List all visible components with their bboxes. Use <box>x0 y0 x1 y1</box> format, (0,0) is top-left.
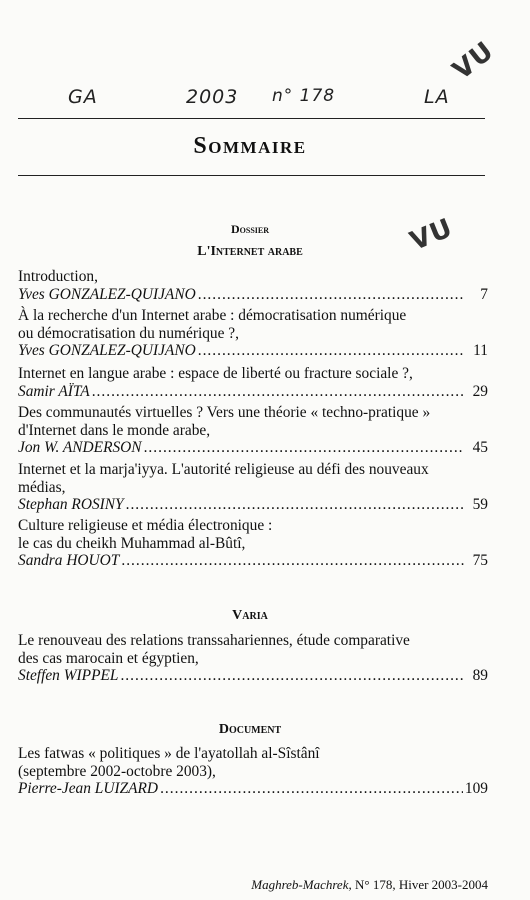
entry-author: Yves GONZALEZ-QUIJANO <box>18 285 196 303</box>
section-dossier-theme: L'Internet arabe <box>197 244 303 259</box>
entry-title-line: Internet et la marja'iyya. L'autorité religieuse au défi des nouveaux <box>18 461 429 478</box>
entry-author: Samir AÏTA <box>18 382 90 400</box>
entry-title-line: Culture religieuse et média électronique : <box>18 517 273 534</box>
title-rule <box>18 175 485 176</box>
entry-title-line: d'Internet dans le monde arabe, <box>18 421 211 439</box>
entry-author-line <box>18 780 488 798</box>
leader-dots <box>198 286 464 304</box>
entry-author: Pierre-Jean LUIZARD <box>18 780 159 797</box>
footer-issue: N° 178, Hiver 2003-2004 <box>354 877 488 892</box>
entry-author-line <box>18 552 488 570</box>
entry-page: 59 <box>472 496 488 513</box>
entry-title-line: Les fatwas « politiques » de l'ayatollah al-Sîstânî <box>18 745 320 762</box>
entry-author-line <box>18 383 488 401</box>
handwritten-note-year: 2003 <box>186 86 239 108</box>
leader-dots <box>198 342 464 360</box>
leader-dots <box>144 439 464 457</box>
section-document: Document <box>218 722 282 737</box>
toc-entry <box>18 268 488 303</box>
toc-entry <box>18 745 488 798</box>
entry-title-line: Introduction, <box>18 268 98 285</box>
toc-entry <box>18 404 488 457</box>
entry-author-line <box>18 667 488 685</box>
entry-title-line: ou démocratisation du numérique ?, <box>18 324 239 342</box>
section-varia: Varia <box>232 608 268 623</box>
leader-dots <box>120 667 464 685</box>
entry-author: Yves GONZALEZ-QUIJANO <box>18 342 196 359</box>
entry-page: 75 <box>472 552 488 569</box>
entry-title-line: Internet en langue arabe : espace de liberté ou fracture sociale ?, <box>18 365 413 382</box>
entry-page: 109 <box>464 780 488 797</box>
entry-author-line <box>18 286 488 304</box>
toc-entry <box>18 517 488 570</box>
entry-title-line: (septembre 2002-octobre 2003), <box>18 762 216 780</box>
entry-page: 45 <box>472 439 488 456</box>
handwritten-note-left: GA <box>68 86 98 108</box>
vu-stamp-top: VU <box>447 35 500 87</box>
entry-title-line: Des communautés virtuelles ? Vers une théorie « techno-pratique » <box>18 404 431 421</box>
handwritten-note-number: n° 178 <box>272 86 336 106</box>
entry-title-line: médias, <box>18 478 66 496</box>
entry-author-line <box>18 496 488 514</box>
top-rule <box>18 118 485 119</box>
entry-author-line <box>18 342 488 360</box>
section-dossier-label: Dossier <box>230 222 269 236</box>
entry-author: Stephan ROSINY <box>18 496 124 513</box>
entry-page: 29 <box>472 382 488 400</box>
entry-page: 89 <box>472 667 488 684</box>
vu-stamp-middle: VU <box>405 212 458 258</box>
leader-dots <box>126 496 464 514</box>
handwritten-note-right: LA <box>424 86 450 108</box>
leader-dots <box>121 552 464 570</box>
entry-title-line: Le renouveau des relations transsahariennes, étude comparative <box>18 632 410 649</box>
toc-entry <box>18 307 488 360</box>
leader-dots <box>92 383 464 401</box>
entry-author: Sandra HOUOT <box>18 552 120 569</box>
toc-entry <box>18 632 488 685</box>
entry-title-line: le cas du cheikh Muhammad al-Bûtî, <box>18 534 246 552</box>
leader-dots <box>160 780 463 798</box>
entry-title-line: des cas marocain et égyptien, <box>18 649 199 667</box>
entry-title-line: À la recherche d'un Internet arabe : démocratisation numérique <box>18 307 407 324</box>
toc-entry <box>18 365 488 400</box>
toc-entry <box>18 461 488 514</box>
entry-page: 11 <box>473 342 488 359</box>
footer-journal: Maghreb-Machrek, <box>251 877 352 892</box>
entry-author-line <box>18 439 488 457</box>
footer-citation <box>251 877 488 893</box>
entry-page: 7 <box>480 285 488 303</box>
entry-author: Steffen WIPPEL <box>18 667 119 684</box>
page-title: Sommaire <box>193 133 307 159</box>
entry-author: Jon W. ANDERSON <box>18 439 142 456</box>
